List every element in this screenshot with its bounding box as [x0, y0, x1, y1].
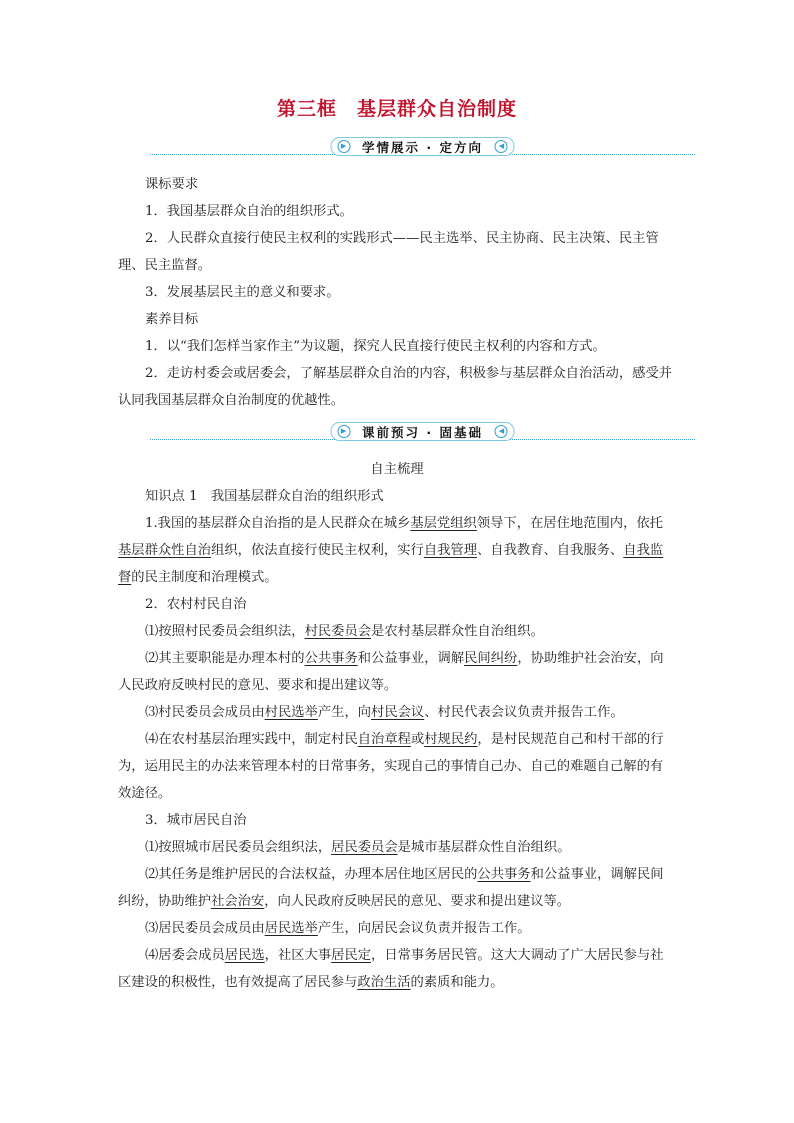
blank-answer: 公共事务 [477, 867, 531, 882]
banner-label: 学情展示 · 定方向 [362, 139, 483, 155]
knowledge-point-title: 知识点 1 我国基层群众自治的组织形式 [145, 489, 384, 504]
play-left-icon: ◀ [495, 425, 508, 438]
subheading-rural: 2．农村村民自治 [145, 597, 247, 612]
section-requirements [118, 171, 676, 414]
paragraph-urban-4: ⑷居委会成员居民选，社区大事居民定，日常事务居民管。这大大调动了广大居民参与社区建设的积极性，也有效提高了居民参与政治生活的素质和能力。 [118, 948, 664, 990]
blank-answer: 自我管理 [423, 543, 478, 558]
blank-answer: 村规民约 [424, 732, 478, 747]
paragraph-urban-1: ⑴按照城市居民委员会组织法，居民委员会是城市基层群众性自治组织。 [145, 840, 571, 855]
blank-answer: 政治生活 [357, 975, 411, 990]
blank-answer: 自治章程 [357, 732, 411, 747]
banner-label: 课前预习 · 固基础 [362, 424, 483, 440]
blank-answer: 村民选举 [264, 705, 318, 720]
paragraph-rural-1: ⑴按照村民委员会组织法，村民委员会是农村基层群众性自治组织。 [145, 624, 544, 639]
goal-item: 1．以“我们怎样当家作主”为议题，探究人民直接行使民主权利的内容和方式。 [145, 339, 606, 354]
requirement-item: 2．人民群众直接行使民主权利的实践形式——民主选举、民主协商、民主决策、民主管理、民主监督。 [118, 231, 659, 273]
play-left-icon: ◀ [495, 140, 508, 153]
blank-answer: 社会治安 [211, 894, 265, 909]
requirement-item: 1．我国基层群众自治的组织形式。 [145, 204, 353, 219]
paragraph-urban-2: ⑵其任务是维护居民的合法权益，办理本居住地区居民的公共事务和公益事业，调解民间纠纷，协助维护社会治安，向人民政府反映居民的意见、要求和提出建议等。 [118, 867, 664, 909]
blank-answer: 居民选举 [264, 921, 318, 936]
banner-pill [330, 137, 515, 156]
section-banner-learning [150, 137, 695, 157]
section-banner-preview [150, 422, 695, 442]
paragraph-rural-3: ⑶村民委员会成员由村民选举产生，向村民会议、村民代表会议负责并报告工作。 [145, 705, 624, 720]
page-title: 第三框 基层群众自治制度 [276, 98, 517, 120]
paragraph-urban-3: ⑶居民委员会成员由居民选举产生，向居民会议负责并报告工作。 [145, 921, 531, 936]
play-right-icon: ▶ [337, 140, 350, 153]
blank-answer: 村民委员会 [304, 624, 372, 639]
subheading-goals: 素养目标 [145, 312, 199, 327]
section-content [118, 456, 676, 996]
blank-answer: 居民选 [224, 948, 265, 963]
blank-answer: 村民会议 [371, 705, 425, 720]
paragraph-rural-4: ⑷在农村基层治理实践中，制定村民自治章程或村规民约，是村民规范自己和村干部的行为，运用民主的办法来管理本村的日常事务，实现自己的事情自己办、自己的难题自己解的有效途径。 [118, 732, 664, 801]
blank-answer: 基层群众性自治 [118, 543, 212, 558]
paragraph-definition: 1.我国的基层群众自治指的是人民群众在城乡基层党组织领导下，在居住地范围内，依托基层群众性自治组织，依法直接行使民主权利，实行自我管理、自我教育、自我服务、自我监督的民主制度和治理模式。 [118, 516, 664, 585]
blank-answer: 民间纠纷 [464, 651, 518, 666]
requirement-item: 3．发展基层民主的意义和要求。 [145, 285, 340, 300]
subheading-urban: 3．城市居民自治 [145, 813, 247, 828]
play-right-icon: ▶ [337, 425, 350, 438]
blank-answer: 公共事务 [304, 651, 358, 666]
blank-answer: 居民委员会 [331, 840, 398, 855]
blank-answer: 居民定 [331, 948, 372, 963]
subheading-curriculum: 课标要求 [145, 177, 199, 192]
subheading-self-study: 自主梳理 [370, 462, 424, 477]
blank-answer: 基层党组织 [410, 516, 477, 531]
banner-pill [330, 422, 515, 441]
blank-answer: 自我监督 [118, 543, 664, 585]
paragraph-rural-2: ⑵其主要职能是办理本村的公共事务和公益事业，调解民间纠纷，协助维护社会治安，向人民政府反映村民的意见、要求和提出建议等。 [118, 651, 664, 693]
goal-item: 2．走访村委会或居委会，了解基层群众自治的内容，积极参与基层群众自治活动，感受并认同我国基层群众自治制度的优越性。 [118, 366, 673, 408]
